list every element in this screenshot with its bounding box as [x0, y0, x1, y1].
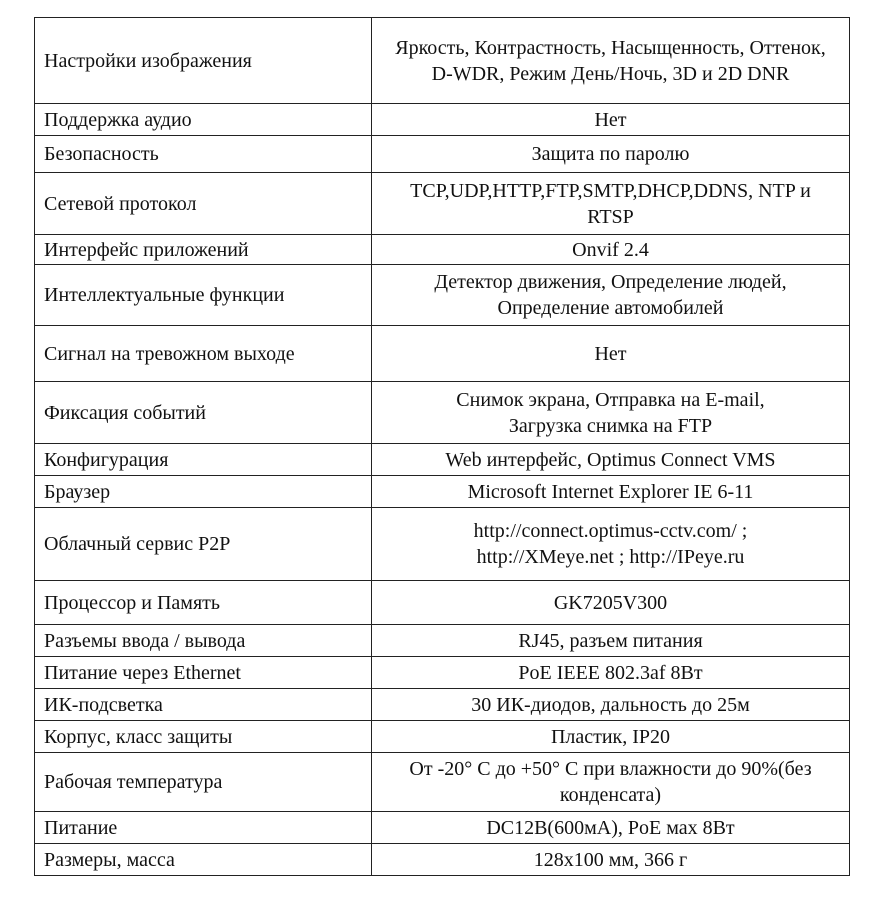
spec-label: Питание [35, 812, 372, 844]
spec-label: Рабочая температура [35, 753, 372, 812]
spec-value: Пластик, IP20 [372, 721, 850, 753]
spec-value: Яркость, Контрастность, Насыщенность, Оттенок, D-WDR, Режим День/Ночь, 3D и 2D DNR [372, 18, 850, 104]
spec-value: GK7205V300 [372, 581, 850, 625]
table-row [35, 382, 850, 444]
table-row [35, 265, 850, 326]
table-row [35, 657, 850, 689]
table-row [35, 753, 850, 812]
spec-value: RJ45, разъем питания [372, 625, 850, 657]
table-row [35, 18, 850, 104]
specifications-table [34, 17, 850, 876]
spec-value: Microsoft Internet Explorer IE 6-11 [372, 476, 850, 508]
table-row [35, 326, 850, 382]
spec-label: Поддержка аудио [35, 104, 372, 136]
spec-label: Корпус, класс защиты [35, 721, 372, 753]
spec-value: 30 ИК-диодов, дальность до 25м [372, 689, 850, 721]
spec-value: Onvif 2.4 [372, 235, 850, 265]
spec-label: Конфигурация [35, 444, 372, 476]
table-row [35, 235, 850, 265]
spec-label: ИК-подсветка [35, 689, 372, 721]
spec-label: Питание через Ethernet [35, 657, 372, 689]
table-row [35, 812, 850, 844]
table-row [35, 104, 850, 136]
spec-label: Разъемы ввода / вывода [35, 625, 372, 657]
spec-label: Интеллектуальные функции [35, 265, 372, 326]
table-row [35, 625, 850, 657]
spec-label: Браузер [35, 476, 372, 508]
spec-value: http://connect.optimus-cctv.com/ ; http://XMeye.net ; http://IPeye.ru [372, 508, 850, 581]
spec-label: Сетевой протокол [35, 173, 372, 235]
spec-value: Нет [372, 104, 850, 136]
table-row [35, 173, 850, 235]
table-row [35, 689, 850, 721]
spec-label: Безопасность [35, 136, 372, 173]
spec-value: От -20° С до +50° С при влажности до 90%(без конденсата) [372, 753, 850, 812]
spec-value: Защита по паролю [372, 136, 850, 173]
spec-label: Размеры, масса [35, 844, 372, 876]
spec-value: TCP,UDP,HTTP,FTP,SMTP,DHCP,DDNS, NTP и RTSP [372, 173, 850, 235]
table-row [35, 136, 850, 173]
spec-value: DC12В(600мА), PoE мах 8Вт [372, 812, 850, 844]
spec-value: Снимок экрана, Отправка на E-mail, Загрузка снимка на FTP [372, 382, 850, 444]
table-row [35, 581, 850, 625]
table-row [35, 444, 850, 476]
table-row [35, 721, 850, 753]
table-row [35, 508, 850, 581]
spec-value: Нет [372, 326, 850, 382]
spec-label: Интерфейс приложений [35, 235, 372, 265]
spec-value: Детектор движения, Определение людей, Определение автомобилей [372, 265, 850, 326]
spec-label: Фиксация событий [35, 382, 372, 444]
table-row [35, 476, 850, 508]
spec-label: Настройки изображения [35, 18, 372, 104]
spec-label: Сигнал на тревожном выходе [35, 326, 372, 382]
spec-label: Процессор и Память [35, 581, 372, 625]
spec-value: PoE IEEE 802.3af 8Вт [372, 657, 850, 689]
spec-value: Web интерфейс, Optimus Connect VMS [372, 444, 850, 476]
spec-value: 128х100 мм, 366 г [372, 844, 850, 876]
spec-label: Облачный сервис P2P [35, 508, 372, 581]
table-row [35, 844, 850, 876]
